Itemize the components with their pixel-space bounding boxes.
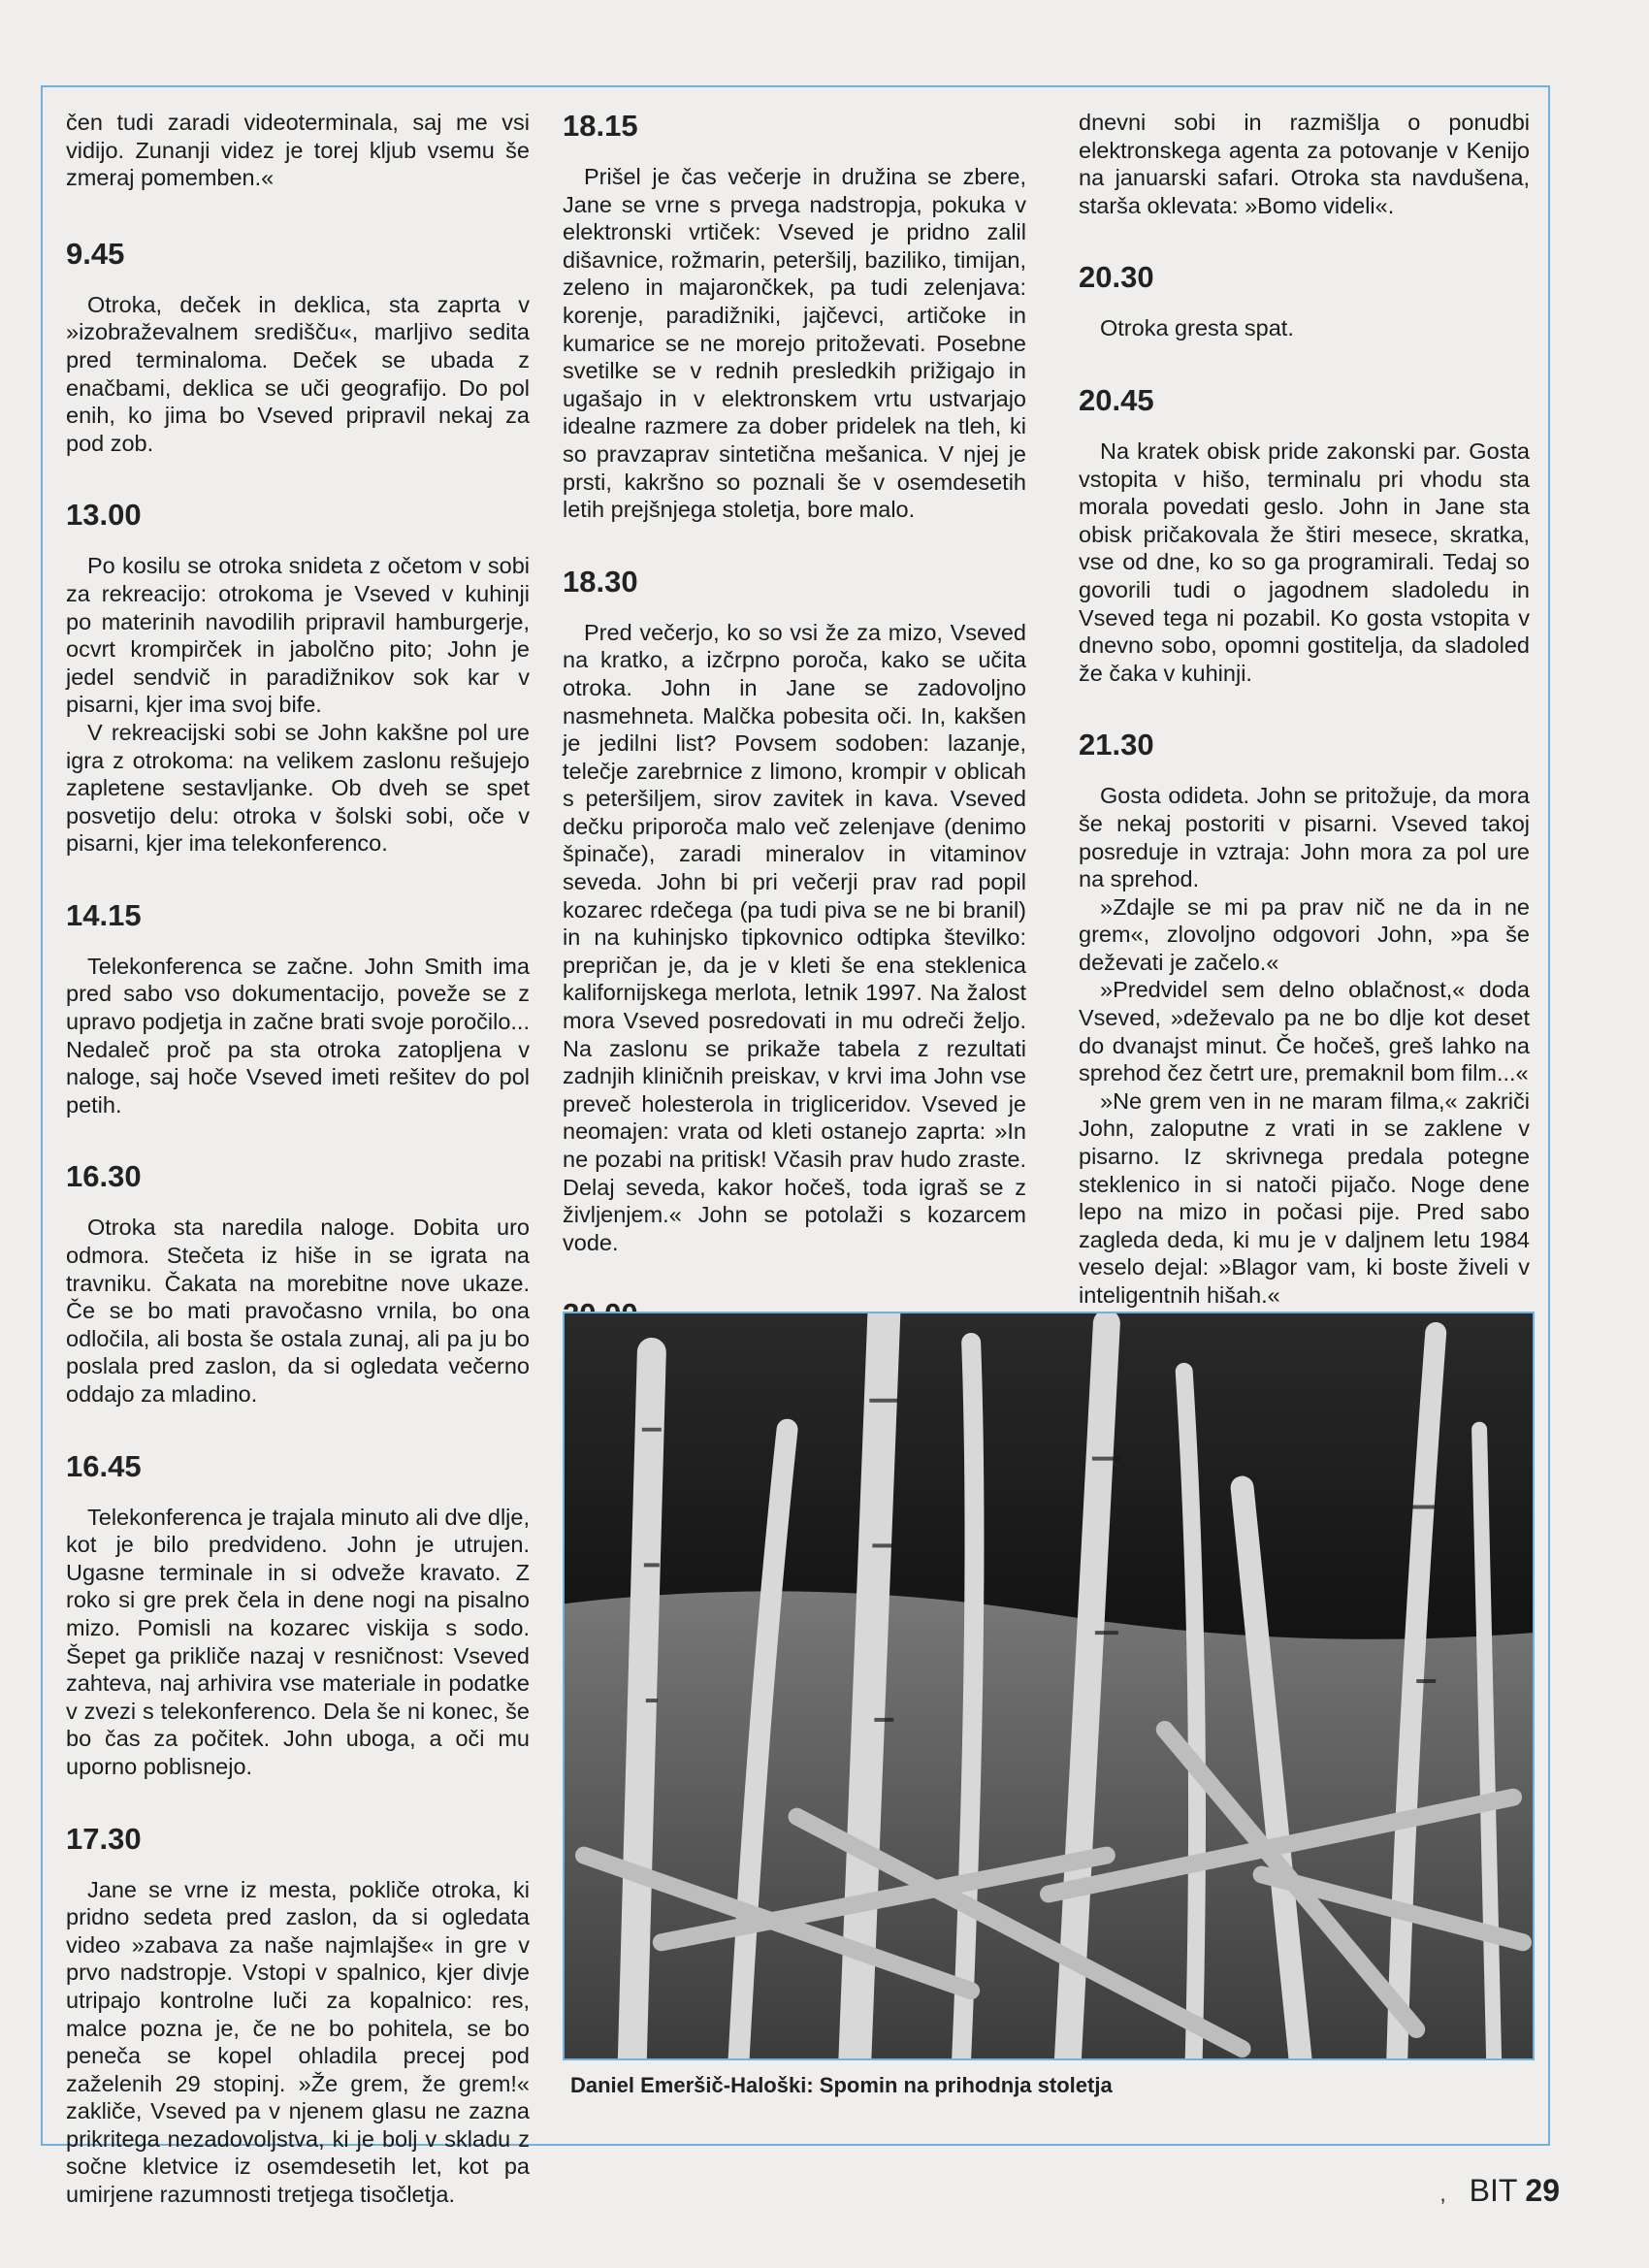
paragraph: Otroka gresta spat. bbox=[1100, 315, 1294, 341]
page-number: 29 bbox=[1525, 2173, 1560, 2208]
magazine-name: BIT bbox=[1469, 2173, 1518, 2208]
section-heading: 21.30 bbox=[1079, 728, 1154, 762]
section-heading: 13.00 bbox=[66, 498, 142, 533]
section-heading: 17.30 bbox=[66, 1821, 142, 1856]
paragraph: »Zdajle se mi pa prav nič ne da in ne grem«, zlovoljno odgovori John, »pa še deževati je začelo.« bbox=[1079, 893, 1530, 975]
paragraph: Prišel je čas večerje in družina se zbere, Jane se vrne s prvega nadstropja, pokuka v elektronski vrtiček: Vseved je pridno zalil dišavnice, rožmarin, peteršilj, baziliko, timijan, zeleno in majarončkek, pa tudi zelenjava: korenje, paradižniki, jajčevci, artičoke in kumarice se ne morejo pritoževati. Posebne svetilke se v rednih presledkih prižigajo in ugašajo in v elektronskem vrtu ustvarjajo idealne razmere za dober pridelek na tleh, ki so pravzaprav sintetična mešanica. V njej je prsti, kakršno so poznali še v osemdesetih letih prejšnjega stoletja, bore malo. bbox=[563, 164, 1026, 523]
artwork-image bbox=[563, 1312, 1535, 2060]
section-heading: 16.30 bbox=[66, 1159, 142, 1194]
section-heading: 16.45 bbox=[66, 1448, 142, 1483]
section-heading: 20.45 bbox=[1079, 382, 1154, 417]
paragraph: »Predvidel sem delno oblačnost,« doda Vseved, »deževalo pa ne bo dlje kot deset do dvanajst minut. Če hočeš, greš lahko na sprehod čez četrt ure, premaknil bom film...« bbox=[1079, 977, 1530, 1086]
paragraph: Otroka, deček in deklica, sta zaprta v »izobraževalnem središču«, marljivo sedita pred terminaloma. Deček se ubada z enačbami, deklica se uči geografijo. Do pol enih, ko jima bo Vseved pripravil nekaj za pod zob. bbox=[66, 291, 530, 456]
paragraph: Telekonferenca je trajala minuto ali dve dlje, kot je bilo predvideno. John je utrujen. Ugasne terminale in si odveže kravato. Z roko si gre prek čela in dene nogi na pisalno mizo. Pomisli na kozarec viskija s sodo. Šepet ga prikliče nazaj v resničnost: Vseved zahteva, naj arhivira vse materiale in podatke v zvezi s telekonferenco. Dela še ni konec, še bo čas za počitek. John uboga, a oči mu uporno poblisnejo. bbox=[66, 1504, 530, 1779]
paragraph: »Ne grem ven in ne maram filma,« zakriči John, zaloputne z vrati in se zaklene v pisarno. Iz skrivnega predala potegne steklenico in si natoči pijačo. Noge dene lepo na mizo in počasi pije. Pred sabo zagleda deda, ki mu je v daljnem letu 1984 veselo dejal: »Blagor vam, ki boste živeli v inteligentnih hišah.« bbox=[1079, 1087, 1530, 1308]
footer-mark: , bbox=[1439, 2182, 1446, 2206]
paragraph: Na kratek obisk pride zakonski par. Gosta vstopita v hišo, terminalu pri vhodu sta morala povedati geslo. John in Jane sta obisk pričakovala že štiri mesece, skratka, vse od dne, ko so ga programirali. Tedaj so govorili tudi o jagodnem sladoledu in Vseved tega ni pozabil. Ko gosta vstopita v dnevno sobo, opomni gostitelja, da sladoled že čaka v kuhinji. bbox=[1079, 437, 1530, 686]
paragraph: Telekonferenca se začne. John Smith ima pred sabo vso dokumentacijo, poveže se z upravo podjetja in začne brati svoje poročilo... Nedaleč proč pa sta otroka zatopljena v naloge, saj hoče Vseved imeti rešitev do pol petih. bbox=[66, 953, 530, 1118]
artwork-figure bbox=[563, 1312, 1535, 2126]
column-3 bbox=[1079, 109, 1530, 1310]
column-1 bbox=[66, 109, 530, 2209]
section-heading: 18.30 bbox=[563, 564, 638, 599]
lead-paragraph: čen tudi zaradi videoterminala, saj me vsi vidijo. Zunanji videz je torej kljub vsemu še zmeraj pomemben.« bbox=[66, 110, 530, 191]
section-heading: 18.15 bbox=[563, 109, 638, 143]
section-heading: 9.45 bbox=[66, 236, 125, 271]
figure-caption: Daniel Emeršič-Haloški: Spomin na prihodnja stoletja bbox=[570, 2073, 1113, 2097]
section-heading: 14.15 bbox=[66, 897, 142, 932]
paragraph: Po kosilu se otroka snideta z očetom v sobi za rekreacijo: otrokoma je Vseved v kuhinji po materinih navodilih pripravil hamburgerje, ocvrt krompirček in jabolčno pito; John je jedel sendvič in paradižnikov sok kar v pisarni, kjer ima svoj bife. bbox=[66, 553, 530, 718]
lead-paragraph: dnevni sobi in razmišlja o ponudbi elektronskega agenta za potovanje v Kenijo na januarski safari. Otroka sta navdušena, starša oklevata: »Bomo videli«. bbox=[1079, 110, 1530, 218]
paragraph: Gosta odideta. John se pritožuje, da mora še nekaj postoriti v pisarni. Vseved takoj posreduje in vztraja: John mora za pol ure na sprehod. bbox=[1079, 783, 1530, 892]
paragraph: V rekreacijski sobi se John kakšne pol ure igra z otrokoma: na velikem zaslonu rešujejo zapletene sestavljanke. Ob dveh se spet posvetijo delu: otroka v šolski sobi, oče v pisarni, kjer ima telekonferenco. bbox=[66, 719, 530, 857]
paragraph: Otroka sta naredila naloge. Dobita uro odmora. Stečeta iz hiše in se igrata na travniku. Čakata na morebitne nove ukaze. Če se bo mati pravočasno vrnila, bo ona odločila, ali bosta še ostala zunaj, ali pa ju bo poslala pred zaslon, da si ogledata večerno oddajo za mladino. bbox=[66, 1215, 530, 1407]
page-footer bbox=[1440, 2173, 1561, 2209]
column-2 bbox=[563, 109, 1026, 1379]
paragraph: Jane se vrne iz mesta, pokliče otroka, ki pridno sedeta pred zaslon, da si ogledata video »zabava za naše najmlajše« in gre v prvo nadstropje. Vstopi v spalnico, kjer divje utripajo kontrolne luči za kopalnico: res, malce pozna je, če ne bo pohitela, se bo peneča se kopel ohladila precej pod zaželenih 29 stopinj. »Že grem, že grem!« zakliče, Vseved pa v njenem glasu ne zazna prikritega nezadovoljstva, ki je bolj v skladu z sočne kletvice iz osemdesetih let, kot pa umirjene razumnosti tretjega tisočletja. bbox=[66, 1876, 530, 2208]
section-heading: 20.30 bbox=[1079, 260, 1154, 295]
paragraph: Pred večerjo, ko so vsi že za mizo, Vseved na kratko, a izčrpno poroča, kako se učita otroka. John in Jane se zadovoljno nasmehneta. Malčka pobesita oči. In, kakšen je jedilni list? Povsem sodoben: lazanje, telečje zarebrnice z limono, krompir v oblicah s peteršiljem, sirov zavitek in kava. Vseved dečku priporoča malo več zelenjave (denimo špinače), zaradi mineralov in vitaminov seveda. John bi pri večerji prav rad popil kozarec rdečega (pa tudi piva se ne bi branil) in na kuhinjsko tipkovnico odtipka številko: prepričan je, da je v kleti še ena steklenica kalifornijskega merlota, letnik 1997. Na žalost mora Vseved posredovati in mu odreči željo. Na zaslonu se prikaže tabela z rezultati zadnjih kliničnih preiskav, v krvi ima John vse preveč holesterola in trigliceridov. Vseved je neomajen: vrata od kleti ostanejo zaprta: »In ne pozabi na pritisk! Včasih prav hudo zrastе. Delaj seveda, kakor hočeš, toda igraš se z življenjem.« John se potolaži s kozarcem vode. bbox=[563, 619, 1026, 1255]
forest-illustration bbox=[565, 1313, 1533, 2058]
